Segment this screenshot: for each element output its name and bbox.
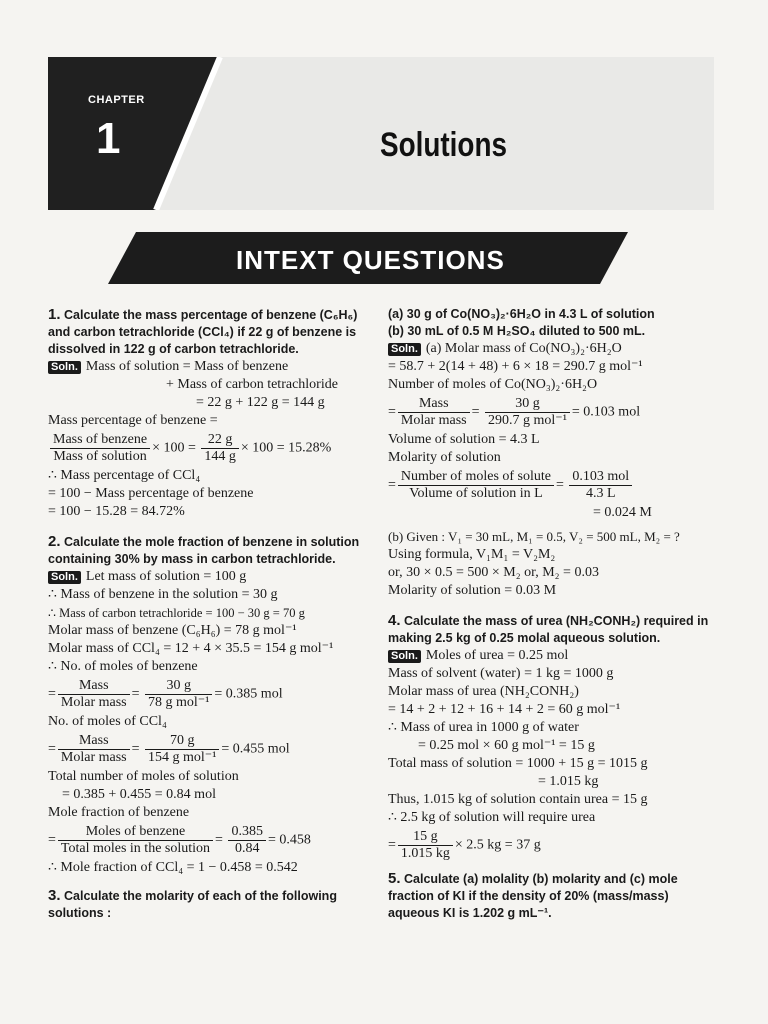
formula-mole-fraction: = $\frac{\text{Moles of benzene}}{\text{Total moles in the solution}}$ = $\frac{0.385}{0.84}$ = 0.458 <box>48 824 311 856</box>
answer-line: No. of moles of CCl₄ <box>48 714 167 729</box>
answer-line: = 0.385 + 0.455 = 0.84 mol <box>62 787 216 802</box>
formula-urea-mass: = $\frac{15 g}{1.015 kg}$ × 2.5 kg = 37 g <box>388 829 541 861</box>
answer-line: Total number of moles of solution <box>48 769 239 784</box>
answer-line: Volume of solution = 4.3 L <box>388 432 540 447</box>
question-5: 5. Calculate (a) molality (b) molarity and (c) mole fraction of KI if the density of 20% (mass/mass) aqueous KI is 1.202 g mL⁻¹. <box>388 870 678 920</box>
formula-molarity: = $\frac{\text{Number of moles of solute}}{\text{Volume of solution in L}}$ = $\frac{\text{0.103 mol}}{4.3 L}$ <box>388 469 710 502</box>
answer-line: ∴ 2.5 kg of solution will require urea <box>388 810 596 825</box>
answer-line: + Mass of carbon tetrachloride <box>166 377 338 392</box>
answer-line: Total mass of solution = 1000 + 15 g = 1015 g <box>388 756 648 771</box>
answer-line: ∴ Mass percentage of CCl₄ <box>48 468 201 483</box>
chapter-title: Solutions <box>380 126 508 164</box>
answer-line: Thus, 1.015 kg of solution contain urea = 15 g <box>388 792 648 807</box>
chapter-label: CHAPTER <box>88 94 145 106</box>
left-column <box>48 300 368 922</box>
answer-line: Mole fraction of benzene <box>48 805 190 820</box>
formula-moles-benzene: = $\frac{\text{Mass}}{\text{Molar mass}}$ = $\frac{30 g}{\text{78 g mol⁻¹}}$ = 0.385 mol <box>48 678 283 710</box>
answer-line: = 0.024 M <box>593 505 652 520</box>
question-3: 3. Calculate the molarity of each of the following solutions : <box>48 887 337 920</box>
answer-line: = 58.7 + 2(14 + 48) + 6 × 18 = 290.7 g mol⁻¹ <box>388 359 643 374</box>
soln-badge: Soln. <box>388 650 421 663</box>
answer-line: Molarity of solution <box>388 450 501 465</box>
answer-1: Soln. Mass of solution = Mass of benzene <box>48 358 368 376</box>
answer-line: Using formula, V₁M₁ = V₂M₂ <box>388 547 556 562</box>
answer-line: Number of moles of Co(NO₃)₂·6H₂O <box>388 377 598 392</box>
answer-4: Soln. Moles of urea = 0.25 mol <box>388 647 710 665</box>
section-title: INTEXT QUESTIONS <box>236 245 505 275</box>
answer-line: = 100 − 15.28 = 84.72% <box>48 504 185 519</box>
answer-line: ∴ Mass of carbon tetrachloride = 100 − 30 g = 70 g <box>48 606 305 620</box>
answer-line: (b) Given : V₁ = 30 mL, M₁ = 0.5, V₂ = 500 mL, M₂ = ? <box>388 529 680 544</box>
answer-line: ∴ Mole fraction of CCl₄ = 1 − 0.458 = 0.542 <box>48 860 298 875</box>
question-4: 4. Calculate the mass of urea (NH₂CONH₂) required in making 2.5 kg of 0.25 molal aqueous solution. <box>388 612 709 645</box>
answer-2: Soln. Let mass of solution = 100 g <box>48 568 368 586</box>
formula-moles-ccl4: = $\frac{\text{Mass}}{\text{Molar mass}}$ = $\frac{70 g}{\text{154 g mol⁻¹}}$ = 0.455 mol <box>48 733 290 765</box>
answer-line: = 22 g + 122 g = 144 g <box>196 395 325 410</box>
question-2: 2. Calculate the mole fraction of benzene in solution containing 30% by mass in carbon tetrachloride. <box>48 533 360 566</box>
formula-moles-cobalt: = $\frac{\text{Mass}}{\text{Molar mass}}$ = $\frac{30 g}{\text{290.7 g mol⁻¹}}$ = 0.103 mol <box>388 396 641 428</box>
answer-line: Molar mass of urea (NH₂CONH₂) <box>388 684 579 699</box>
formula-mass-percentage: $\frac{\text{Mass of benzene}}{\text{Mass of solution}}$ × 100 = $\frac{22 g}{144 g}$ × 100 = 15.28% <box>48 432 368 465</box>
soln-badge: Soln. <box>48 571 81 584</box>
answer-line: = 14 + 2 + 12 + 16 + 14 + 2 = 60 g mol⁻¹ <box>388 702 621 717</box>
answer-line: Mass of solvent (water) = 1 kg = 1000 g <box>388 666 614 681</box>
answer-line: = 1.015 kg <box>538 774 599 789</box>
answer-line: or, 30 × 0.5 = 500 × M₂ or, M₂ = 0.03 <box>388 565 599 580</box>
answer-line: Mass percentage of benzene = <box>48 413 218 428</box>
right-column <box>388 300 710 922</box>
answer-line: ∴ No. of moles of benzene <box>48 659 198 674</box>
answer-line: Molarity of solution = 0.03 M <box>388 583 557 598</box>
answer-line: ∴ Mass of urea in 1000 g of water <box>388 720 579 735</box>
chapter-number: 1 <box>96 114 121 163</box>
answer-line: ∴ Mass of benzene in the solution = 30 g <box>48 587 278 602</box>
question-3b: (b) 30 mL of 0.5 M H₂SO₄ diluted to 500 mL. <box>388 324 646 338</box>
answer-line: Molar mass of benzene (C₆H₆) = 78 g mol⁻¹ <box>48 623 297 638</box>
question-3a: (a) 30 g of Co(NO₃)₂·6H₂O in 4.3 L of solution <box>388 307 655 321</box>
question-1: 1. Calculate the mass percentage of benzene (C₆H₆) and carbon tetrachloride (CCl₄) if 22 g of benzene is dissolved in 122 g of carbon tetrachloride. <box>48 306 358 356</box>
soln-badge: Soln. <box>388 343 421 356</box>
soln-badge: Soln. <box>48 361 81 374</box>
answer-line: = 0.25 mol × 60 g mol⁻¹ = 15 g <box>418 738 595 753</box>
answer-line: = 100 − Mass percentage of benzene <box>48 486 254 501</box>
answer-3: Soln. (a) Molar mass of Co(NO₃)₂·6H₂O <box>388 340 710 358</box>
answer-line: Molar mass of CCl₄ = 12 + 4 × 35.5 = 154 g mol⁻¹ <box>48 641 334 656</box>
